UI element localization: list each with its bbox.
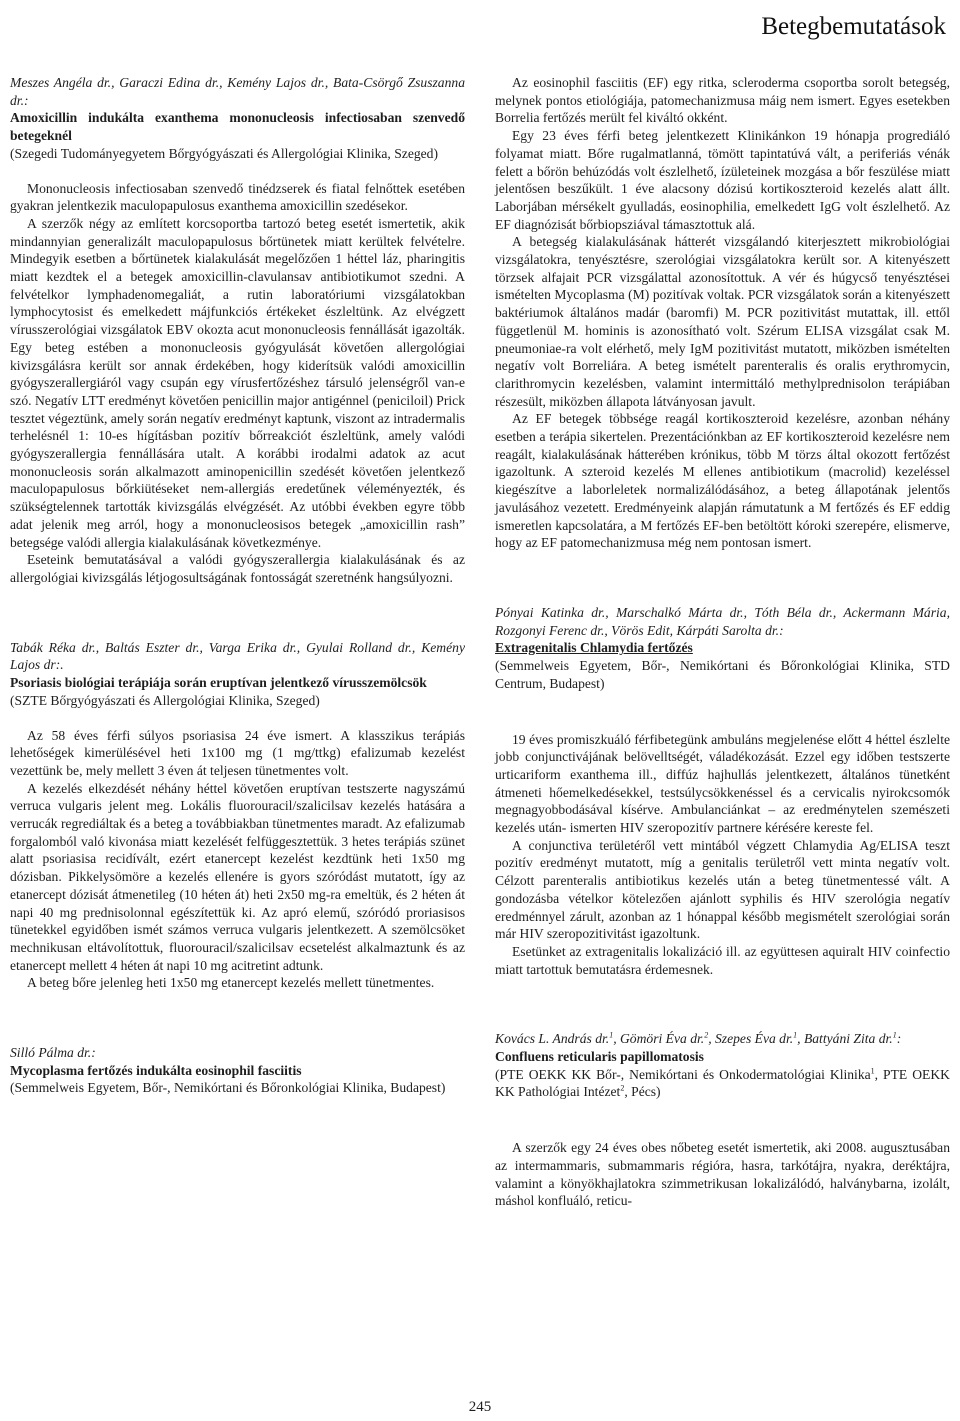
author-text: : bbox=[896, 1031, 902, 1047]
abstract-paragraph: Mononucleosis infectiosaban szenvedő tinédzserek és fiatal felnőttek esetében gyakran jelentkezik maculopapulosus exanthema amoxicillin szedésekor. bbox=[10, 180, 465, 214]
affiliation-marker: 1 bbox=[892, 1030, 897, 1040]
abstract-title: Amoxicillin indukálta exanthema mononucleosis infectiosaban szenvedő betegeknél bbox=[10, 110, 465, 144]
abstract-authors: Meszes Angéla dr., Garaczi Edina dr., Kemény Lajos dr., Bata-Csörgő Zsuszanna dr.: bbox=[10, 75, 465, 108]
affiliation-marker: 2 bbox=[620, 1083, 625, 1093]
affiliation-text: (PTE OEKK KK Bőr-, Nemikórtani és Onkodermatológiai Klinika bbox=[495, 1066, 871, 1082]
abstract-paragraph: Az eosinophil fasciitis (EF) egy ritka, scleroderma csoportba sorolt betegség, melynek pontos etiológiája, patomechanizmusa máig nem ismert. Egyes esetekben Borrelia fertőzés merült fel kiváltó okként. bbox=[495, 75, 950, 126]
affiliation-marker: 1 bbox=[793, 1030, 798, 1040]
abstract-mycoplasma-header bbox=[10, 1044, 465, 1097]
left-column bbox=[10, 74, 465, 1097]
abstract-papillomatosis bbox=[495, 1030, 950, 1210]
abstract-paragraph: Az 58 éves férfi súlyos psoriasisa 24 éve ismert. A klasszikus terápiás lehetőségek kimerülésével heti 1x100 mg (1 mg/ttkg) efalizumab kezelést vezettünk be, mely mellett 3 éven át teljesen tünetmentes volt. bbox=[10, 727, 465, 778]
affiliation-marker: 2 bbox=[704, 1030, 709, 1040]
abstract-paragraph: Az EF betegek többsége reagál kortikoszteroid kezelésre, azonban néhány esetben a terápia sikertelen. Prezentációnkban az EF kortikoszteroid kezelésre nem reagált, kialakulásának hátterében krónikus, több M törzs által okozott fertőzést igazoltunk. A szteroid kezelés M ellenes antibiotikum (macrolid) kezeléssel kiegészítve a laborleletek normalizálódásához, a beteg állapotának jelentős javulásához vezetett. Eredményeink alapján rámutatunk a M fertőzés és EF eddig ismeretlen kapcsolatára, a M fertőzés EF-ben betöltött kóroki szerepére, elismerve, hogy az EF patomechanizmusa még nem pontosan ismert. bbox=[495, 411, 950, 551]
affiliation-marker: 1 bbox=[870, 1066, 875, 1076]
author-text: Kovács L. András dr. bbox=[495, 1031, 610, 1047]
author-text: , Battyáni Zita dr. bbox=[797, 1031, 893, 1047]
abstract-paragraph: A beteg bőre jelenleg heti 1x50 mg etanercept kezelés mellett tünetmentes. bbox=[27, 975, 435, 991]
right-column bbox=[495, 74, 950, 1210]
abstract-title: Psoriasis biológiai terápiája során eruptívan jelentkező vírusszemölcsök bbox=[10, 675, 427, 691]
abstract-paragraph: 19 éves promiszkuáló férfibetegünk ambuláns megjelenése előtt 4 héttel észlelte jobb conjunctivájának belövelltségét, váladékozását. Ezzel egy időben testszerte urticariform exanthema ill., diffúz hajhullás jelentkezett, általános tünetként átmeneti hőemelkedésekkel, testsúlycsökkenéssel és a cervicalis nyirokcsomók megnagyobbodásával kísérve. Ambulanciánkat – az eredménytelen szemészeti kezelés után- ismerten HIV szeropozitív partnere kérésére kereste fel. bbox=[495, 731, 950, 836]
abstract-affiliation: (Semmelweis Egyetem, Bőr-, Nemikórtani és Bőronkológiai Klinika, Budapest) bbox=[10, 1080, 446, 1096]
abstract-authors bbox=[495, 1030, 950, 1048]
affiliation-text: , Pécs) bbox=[624, 1084, 661, 1100]
abstract-paragraph: A betegség kialakulásának hátterét vizsgálandó kiterjesztett mikrobiológiai vizsgálatokra, tenyésztésre, szerológiai vizsgálatokra került sor. A kitenyészett törzsek alfajait PCR vizsgálattal azonosítottuk. A vér és húgycső tenyésztései ismételten Mycoplasma (M) pozitívak voltak. PCR vizsgálatok során a kitenyészett baktériumok általános madár (baromfi) M. PCR pozitivitást mutattak, ill. ettől függetlenül M. hominis is azonosítható volt. Szérum ELISA vizsgálat csak M. pneumoniae-ra volt elérhető, mely IgM pozitivitást mutatott, miközben ismételten negatív volt Borreliára. A beteg ismételt parenteralis és oralis erythromycin, clarithromycin kezelésben, valamint intermittáló methylprednisolon terápiában részesült, miközben állapota látványosan javult. bbox=[495, 234, 950, 409]
abstract-title: Extragenitalis Chlamydia fertőzés bbox=[495, 640, 693, 656]
abstract-paragraph: Egy 23 éves férfi beteg jelentkezett Klinikánkon 19 hónapja progrediáló folyamat miatt. Bőre rugalmatlanná, tömött tapintatúvá vált, a periferiás vénák felett a bőrön behúzódás volt észlelhető, ízületeinek mozgása a bőr feszülése miatt jelentősen beszűkült. 1 éve alacsony dózisú kortikoszteroid kezelés alatt állt. Laborjában mérsékelt gyulladás, eosinophilia, emelkedett IgG volt észlelhető. Az EF diagnózisát bőrbiopsziával támasztottuk alá. bbox=[495, 128, 950, 232]
abstract-authors: Tabák Réka dr., Baltás Eszter dr., Varga Erika dr., Gyulai Rolland dr., Kemény Lajos dr:. bbox=[10, 639, 465, 673]
abstract-amoxicillin bbox=[10, 74, 465, 587]
abstract-paragraph: Esetünket az extragenitalis lokalizáció ill. az együttesen aquiralt HIV coinfectio miatt tartottuk bemutatásra érdemesnek. bbox=[495, 943, 950, 977]
abstract-affiliation: (SZTE Bőrgyógyászati és Allergológiai Klinika, Szeged) bbox=[10, 692, 320, 708]
abstract-authors: Silló Pálma dr.: bbox=[10, 1045, 96, 1061]
abstract-paragraph: A szerzők egy 24 éves obes nőbeteg esetét ismertetik, aki 2008. augusztusában az intermammaris, submammaris régióra, hasra, tarkótájra, nyakra, deréktájra, valamint a könyökhajlatokra szimmetrikusan lokalizálódó, halványbarna, izolált, máshol konfluáló, reticu- bbox=[495, 1140, 950, 1209]
abstract-mycoplasma-body bbox=[495, 74, 950, 552]
abstract-title: Mycoplasma fertőzés indukálta eosinophil fasciitis bbox=[10, 1062, 302, 1078]
abstract-paragraph: Eseteink bemutatásával a valódi gyógyszerallergia kialakulásának és az allergológiai kivizsgálás létjogosultságának fontosságát szeretnénk hangsúlyozni. bbox=[10, 552, 465, 585]
section-title: Betegbemutatások bbox=[761, 13, 946, 40]
author-text: , Gömöri Éva dr. bbox=[613, 1031, 705, 1047]
abstract-affiliation: (Semmelweis Egyetem, Bőr-, Nemikórtani és Bőronkológiai Klinika, STD Centrum, Budapest) bbox=[495, 658, 950, 691]
abstract-paragraph: A szerzők négy az említett korcsoportba tartozó beteg esetét ismertetik, akik mindannyian generalizált maculopapulosus bőrtünetek miatt kerültek felvételre. Mindegyik esetben a bőrtünetek kialakulását megelőzően 1 héttel láz, pharingitis miatt kezdtek el a betegek amoxicillin-clavulansav antibiotikumot szedni. A felvételkor lymphadenomegaliát, a rutin laboratóriumi vizsgálatokban lymphocytosist és emelkedett májfunkciós értékeket észleltünk. Az elvégzett vírusszerológiai vizsgálatok EBV okozta acut mononucleosis fennállását igazolták. Egy beteg estében a mononucleosis gyógyulását követően allergológiai kivizsgálásra került sor annak érdekében, hogy kiderítsük valódi amoxicillin gyógyszerallergiáról vagy csupán egy vírusfertőzéshez társuló jelenségről van-e szó. Negatív LTT eredményt követően penicillin major antigénnel (peniciloil) Prick tesztet végeztünk, amely során negatív eredményt kaptunk, viszont az intradermalis terhelésnél 1: 10-es hígításban pozitív bőrreakciót észleltünk, amely valódi gyógyszerallergia fennállására utalt. A korábbi irodalmi adatok az acut mononucleosis során alkalmazott aminopenicillin szedését követően jelentkező maculopapulosus bőrkiütéseket nem-allergiás eredetűnek véleményezték, és szükségtelennek tartották kivizsgálás elvégzését. Az utóbbi években egyre több adat jelenik meg arról, hogy a mononucleosisos betegek „amoxicillin rash” betegsége valódi allergia kialakulásának következménye. bbox=[10, 215, 465, 550]
page-number: 245 bbox=[468, 1399, 492, 1415]
affiliation-marker: 1 bbox=[609, 1030, 614, 1040]
abstract-authors: Pónyai Katinka dr., Marschalkó Márta dr., Tóth Béla dr., Ackermann Mária, Rozgonyi Ferenc dr., Vörös Edit, Kárpáti Sarolta dr.: bbox=[495, 604, 950, 638]
abstract-chlamydia bbox=[495, 604, 950, 978]
abstract-paragraph: A conjunctiva területéről vett mintából végzett Chlamydia Ag/ELISA teszt pozitív eredményt mutatott, míg a genitalis területről vett minta negatív volt. Célzott parenteralis antibiotikus kezelés után a beteg tünetmentessé vált. A gondozásba vételkor kötelezően ajánlott syphilis és HIV szerológia negatív eredménnyel zárult, azonban az 1 hónappal később megismételt szerológiai során már HIV szeropozitivitást igazoltunk. bbox=[495, 837, 950, 942]
abstract-affiliation: (Szegedi Tudományegyetem Bőrgyógyászati és Allergológiai Klinika, Szeged) bbox=[10, 145, 439, 161]
affiliation-text: , PTE OEKK KK Pathológiai Intézet bbox=[495, 1066, 950, 1100]
abstract-paragraph: A kezelés elkezdését néhány héttel követően eruptívan testszerte nagyszámú verruca vulgaris jelent meg. Lokális fluorouracil/szalicilsav kezelés hatására a verrucák regrediáltak és a beteg a továbbiakban tünetmentes maradt. Az efalizumab forgalomból való kivonása miatt kezelését felfüggesztettük. 3 hetes terápiás szünet alatt psoriasisa recidívált, ezért etanercept kezelést kezdtünk heti 1x50 mg dózisban. Pikkelysömöre a kezelés ellenére is gyors szóródást mutatott, így az etanercept dózisát átmenetileg (10 héten át) heti 2x50 mg-ra emeltük, és 2 héten át napi 40 mg prednisolonnal egészítettük ki. Az apró elemű, szóródó proriasisos tünetekkel egyidőben ismét számos verruca vulgaris jelentkezett. A szemölcsöket mechnikusan eltávolítottuk, fluorouracil/szalicilsav ecsetelést alkalmaztunk és az etanercept mellett 4 héten át napi 10 mg acitretint adtunk. bbox=[10, 780, 465, 973]
header-bar bbox=[0, 0, 960, 56]
abstract-psoriasis bbox=[10, 639, 465, 992]
abstract-title: Confluens reticularis papillomatosis bbox=[495, 1049, 704, 1065]
author-text: , Szepes Éva dr. bbox=[708, 1031, 794, 1047]
abstract-affiliation bbox=[495, 1066, 950, 1101]
